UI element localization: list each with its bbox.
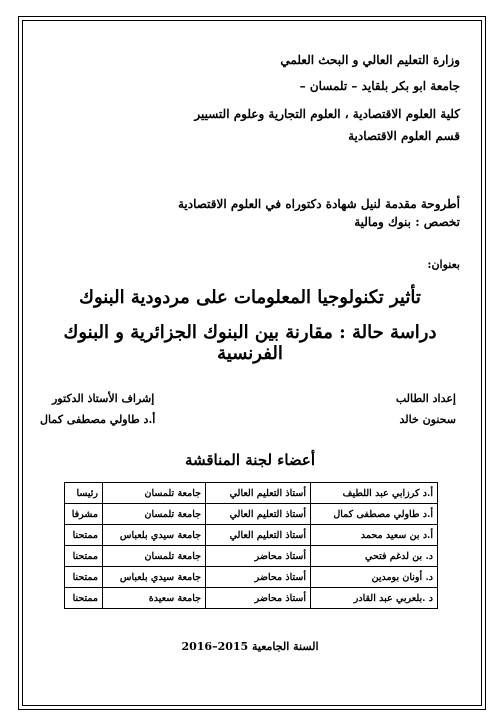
jury-heading: أعضاء لجنة المناقشة: [184, 451, 316, 469]
jury-member-university: جامعة سيدي بلعباس: [103, 567, 206, 588]
jury-member-university: جامعة سيدي بلعباس: [103, 525, 206, 546]
jury-member-name: أ.د كرزابي عبد اللطيف: [311, 483, 438, 504]
specialty: تخصص : بنوك ومالية: [354, 215, 460, 229]
thesis-title: تأثير تكنولوجيا المعلومات على مردودية البنوك: [79, 287, 421, 308]
jury-member-role: مشرفا: [65, 504, 103, 525]
supervisor-label: إشراف الأستاذ الدكتور: [52, 392, 155, 405]
jury-member-rank: أستاذ التعليم العالي: [206, 483, 311, 504]
student-name: سحنون خالد: [399, 413, 456, 426]
jury-row: [65, 546, 438, 567]
department-name: قسم العلوم الاقتصادية: [348, 129, 460, 143]
jury-member-name: أ.د طاولي مصطفى كمال: [311, 504, 438, 525]
jury-member-university: جامعة تلمسان: [103, 546, 206, 567]
jury-member-university: جامعة سعيدة: [103, 588, 206, 609]
title-label: بعنوان:: [427, 258, 460, 271]
jury-row: [65, 483, 438, 504]
jury-member-university: جامعة تلمسان: [103, 483, 206, 504]
jury-member-name: أ.د بن سعيد محمد: [311, 525, 438, 546]
jury-member-role: ممتحنا: [65, 588, 103, 609]
jury-member-rank: أستاذ محاضر: [206, 567, 311, 588]
university-name: جامعة ابو بكر بلقايد – تلمسان –: [299, 79, 460, 93]
jury-member-name: د. أونان بومدين: [311, 567, 438, 588]
jury-member-name: د. بن لدغم فتحي: [311, 546, 438, 567]
jury-member-university: جامعة تلمسان: [103, 504, 206, 525]
jury-member-role: ممتحنا: [65, 525, 103, 546]
jury-member-rank: أستاذ محاضر: [206, 588, 311, 609]
jury-row: [65, 525, 438, 546]
academic-year: السنة الجامعية 2015–2016: [181, 640, 319, 653]
institution-header: [194, 50, 460, 146]
submission-statement: أطروحة مقدمة لنيل شهادة دكتوراه في العلوم الاقتصادية: [177, 197, 460, 211]
jury-table: [64, 482, 438, 609]
jury-member-role: رئيسا: [65, 483, 103, 504]
jury-row: [65, 504, 438, 525]
jury-member-rank: أستاذ التعليم العالي: [206, 525, 311, 546]
thesis-subtitle: دراسة حالة : مقارنة بين البنوك الجزائرية و البنوك الفرنسية: [63, 322, 437, 364]
student-label: إعداد الطالب: [395, 392, 456, 405]
jury-row: [65, 588, 438, 609]
jury-row: [65, 567, 438, 588]
ministry-name: وزارة التعليم العالي و البحث العلمي: [280, 53, 460, 67]
jury-member-rank: أستاذ محاضر: [206, 546, 311, 567]
faculty-name: كلية العلوم الاقتصادية ، العلوم التجارية وعلوم التسيير: [194, 107, 460, 121]
thesis-info: [178, 194, 460, 232]
jury-member-role: ممتحنا: [65, 567, 103, 588]
jury-member-rank: أستاذ التعليم العالي: [206, 504, 311, 525]
supervisor-name: أ.د طاولي مصطفى كمال: [40, 413, 156, 426]
jury-member-role: ممتحنا: [65, 546, 103, 567]
jury-member-name: د .بلعربي عبد القادر: [311, 588, 438, 609]
